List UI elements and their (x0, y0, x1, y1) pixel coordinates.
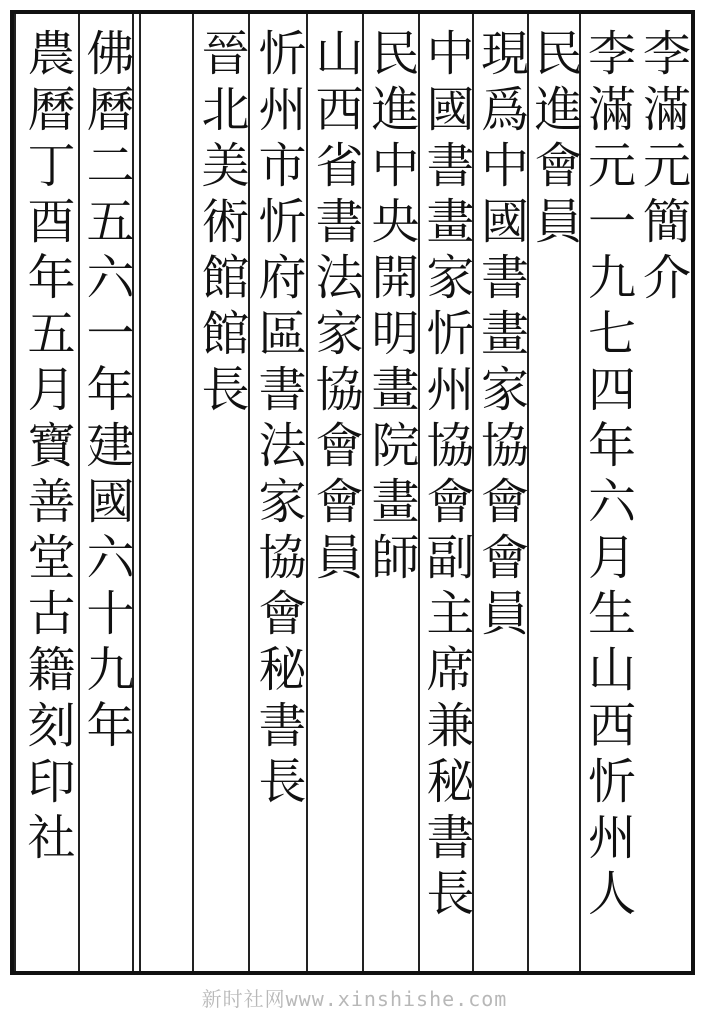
title: 李滿元簡介 (634, 28, 691, 308)
bio-line: 中國書畫家忻州協會副主席兼秘書長 (418, 28, 474, 924)
column-12 (78, 14, 132, 971)
bio-line: 山西省書法家協會會員 (307, 28, 363, 588)
bio-line: 民進中央開明畫院畫師 (363, 28, 419, 588)
column-1 (634, 14, 691, 971)
watermark: 新时社网www.xinshishe.com (201, 987, 508, 1011)
colophon-line: 農曆丁酉年五月寶善堂古籍刻印社 (19, 28, 75, 868)
column-8 (248, 14, 306, 971)
column-6 (362, 14, 418, 971)
column-7 (306, 14, 362, 971)
bio-line: 晉北美術館館長 (193, 28, 249, 420)
bio-line: 民進會員 (526, 28, 582, 252)
column-13 (14, 14, 78, 971)
column-3 (526, 14, 582, 971)
column-2 (579, 14, 634, 971)
column-5 (418, 14, 472, 971)
bio-line: 現爲中國書畫家協會會員 (472, 28, 529, 644)
bio-line: 忻州市忻府區書法家協會秘書長 (250, 28, 306, 812)
colophon-line: 佛曆二五六一年建國六十九年 (78, 28, 134, 756)
bio-line: 李滿元一九七四年六月生山西忻州人 (579, 28, 636, 924)
document-page (14, 14, 691, 971)
column-4 (472, 14, 527, 971)
column-10 (139, 14, 192, 971)
column-9 (192, 14, 248, 971)
